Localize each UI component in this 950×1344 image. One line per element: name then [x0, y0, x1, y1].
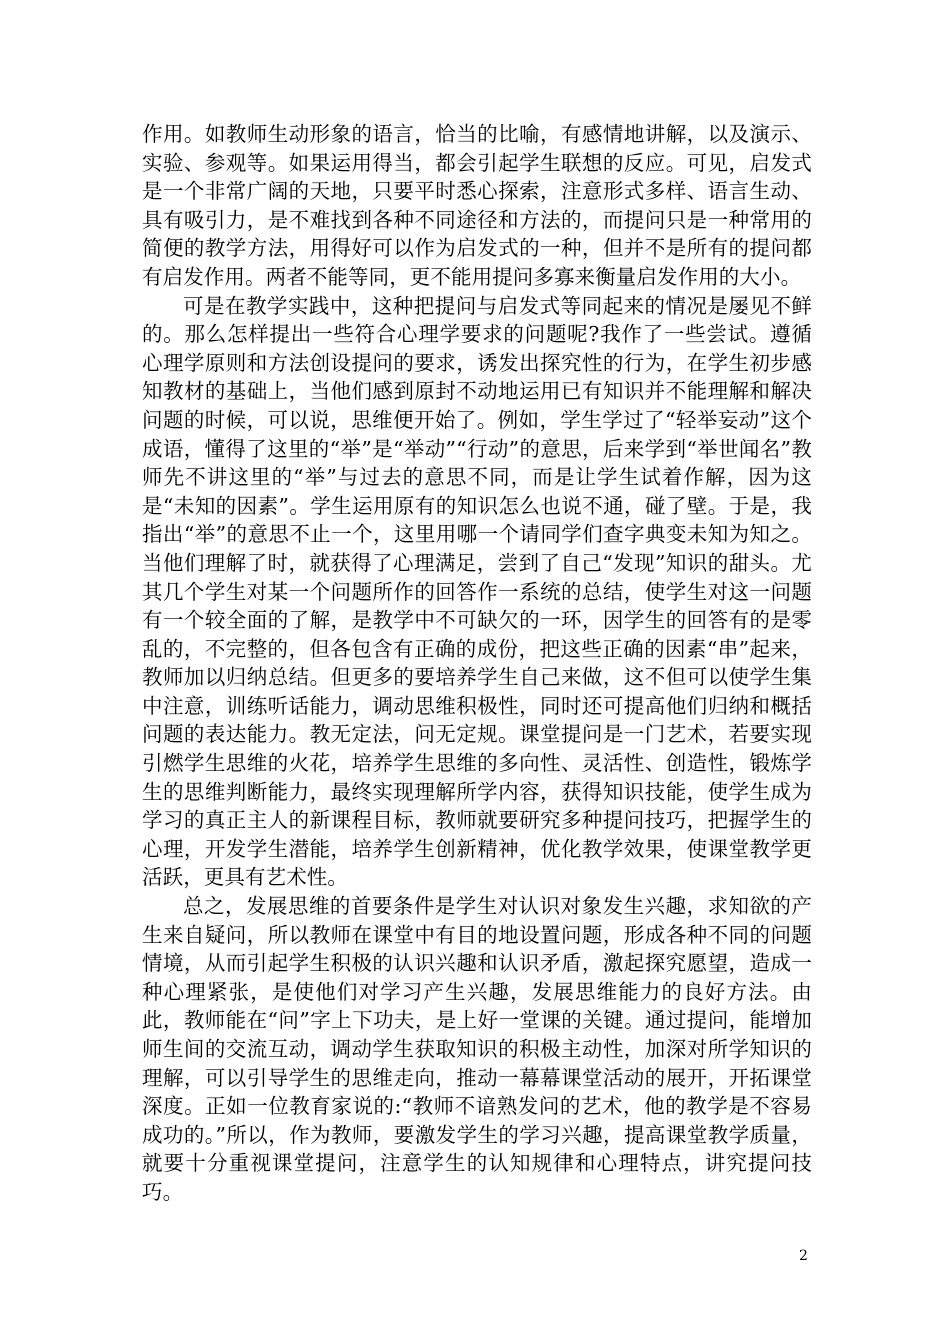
paragraph-3: 总之，发展思维的首要条件是学生对认识对象发生兴趣，求知欲的产生来自疑问，所以教师在课堂中有目的地设置问题，形成各种不同的问题情境，从而引起学生积极的认识兴趣和认识矛盾，激起探究愿望，造成一种心理紧张，是使他们对学习产生兴趣，发展思维能力的良好方法。由此，教师能在“问”字上下功夫，是上好一堂课的关键。通过提问，能增加师生间的交流互动，调动学生获取知识的积极主动性，加深对所学知识的理解，可以引导学生的思维走向，推动一幕幕课堂活动的展开，开拓课堂深度。正如一位教育家说的:“教师不谙熟发问的艺术，他的教学是不容易成功的。”所以，作为教师，要激发学生的学习兴趣，提高课堂教学质量，就要十分重视课堂提问，注意学生的认知规律和心理特点，讲究提问技巧。 — [142, 894, 812, 1204]
page-number: 2 — [799, 1248, 808, 1264]
paragraph-2: 可是在教学实践中，这种把提问与启发式等同起来的情况是屡见不鲜的。那么怎样提出一些符合心理学要求的问题呢?我作了一些尝试。遵循心理学原则和方法创设提问的要求，诱发出探究性的行为，在学生初步感知教材的基础上，当他们感到原封不动地运用已有知识并不能理解和解决问题的时候，可以说，思维便开始了。例如，学生学过了“轻举妄动”这个成语，懂得了这里的“举”是“举动”“行动”的意思，后来学到“举世闻名”教师先不讲这里的“举”与过去的意思不同，而是让学生试着作解，因为这是“未知的因素”。学生运用原有的知识怎么也说不通，碰了壁。于是，我指出“举”的意思不止一个，这里用哪一个请同学们查字典变未知为知之。当他们理解了时，就获得了心理满足，尝到了自己“发现”知识的甜头。尤其几个学生对某一个问题所作的回答作一系统的总结，使学生对这一问题有一个较全面的了解，是教学中不可缺欠的一环，因学生的回答有的是零乱的，不完整的，但各包含有正确的成份，把这些正确的因素“串”起来，教师加以归纳总结。但更多的要培养学生自己来做，这不但可以使学生集中注意，训练听话能力，调动思维积极性，同时还可提高他们归纳和概括问题的表达能力。教无定法，问无定规。课堂提问是一门艺术，若要实现引燃学生思维的火花，培养学生思维的多向性、灵活性、创造性，锻炼学生的思维判断能力，最终实现理解所学内容，获得知识技能，使学生成为学习的真正主人的新课程目标，教师就要研究多种提问技巧，把握学生的心理，开发学生潜能，培养学生创新精神，优化教学效果，使课堂教学更活跃，更具有艺术性。 — [142, 293, 812, 890]
body-text — [142, 120, 812, 1207]
paragraph-1: 作用。如教师生动形象的语言，恰当的比喻，有感情地讲解，以及演示、实验、参观等。如果运用得当，都会引起学生联想的反应。可见，启发式是一个非常广阔的天地，只要平时悉心探索，注意形式多样、语言生动、具有吸引力，是不难找到各种不同途径和方法的，而提问只是一种常用的简便的教学方法，用得好可以作为启发式的一种，但并不是所有的提问都有启发作用。两者不能等同，更不能用提问多寡来衡量启发作用的大小。 — [142, 122, 812, 289]
